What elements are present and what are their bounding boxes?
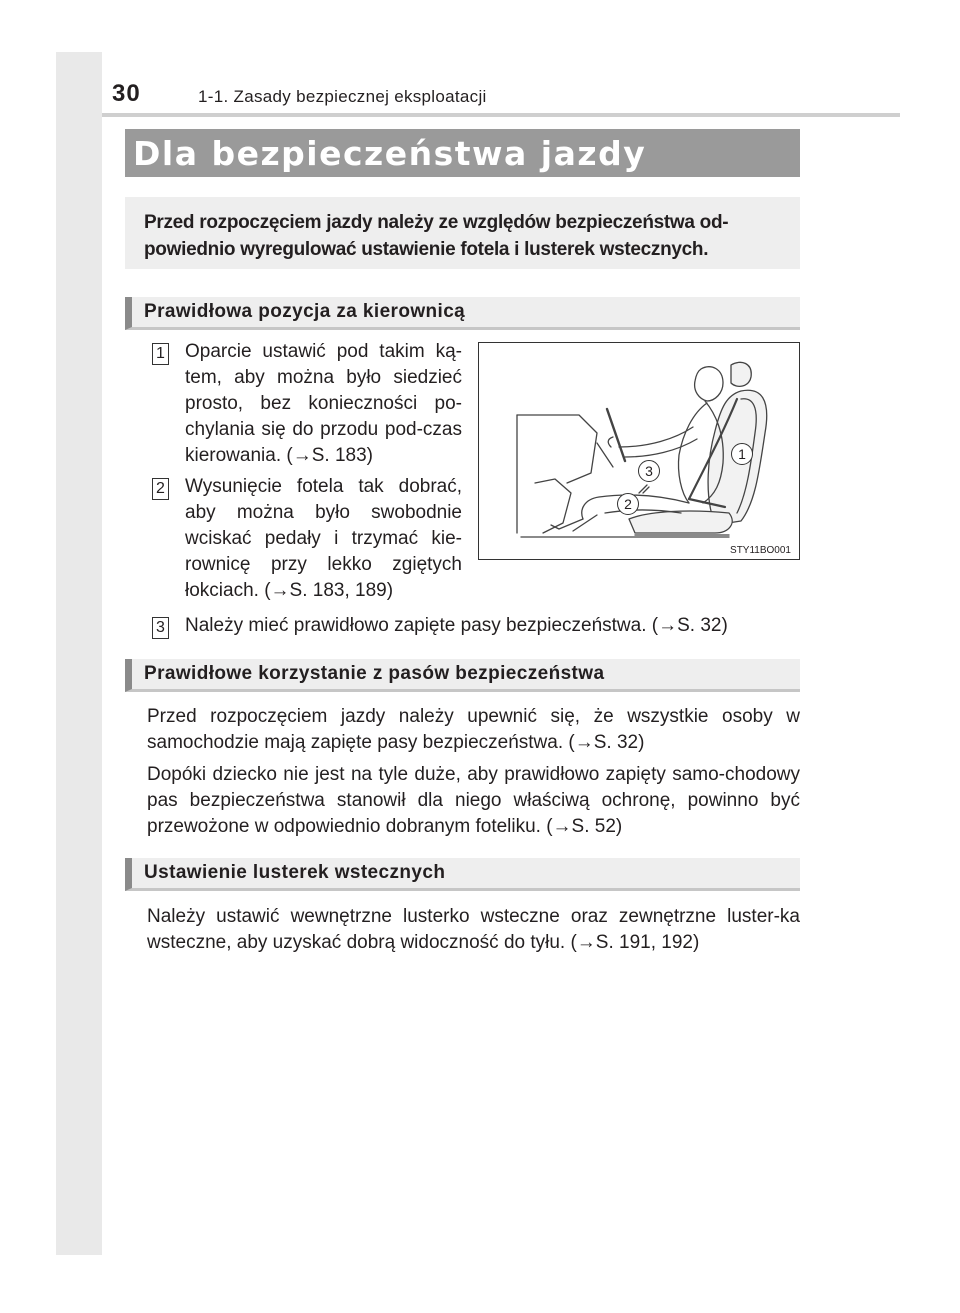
page-title-bar bbox=[125, 129, 800, 177]
side-tab-strip bbox=[56, 52, 102, 1255]
subheader-label: Ustawienie lusterek wstecznych bbox=[144, 862, 446, 883]
paragraph: Dopóki dziecko nie jest na tyle duże, aby prawidłowo zapięty samo-chodowy pas bezpieczeństwa stanowił dla niego właściwą ochronę, powinno być przewożone w odpowiednio dobranym foteliku. (→S. 52) bbox=[147, 764, 800, 837]
item-number-badge: 3 bbox=[152, 617, 169, 639]
figure-code: STY11BO001 bbox=[730, 545, 791, 556]
item-text-1: Oparcie ustawić pod takim ką-tem, aby można było siedzieć prosto, bez konieczności po-chylania się do przodu pod-czas kierowania. (→S. 183) bbox=[185, 341, 462, 466]
item-text-2: Wysunięcie fotela tak dobrać, aby można było swobodnie wciskać pedały i trzymać kie-rownicę przy lekko zgiętych łokciach. (→S. 183, 189) bbox=[185, 476, 462, 601]
item-text-3: Należy mieć prawidłowo zapięte pasy bezpieczeństwa. (→S. 32) bbox=[185, 615, 728, 636]
subheader-label: Prawidłowe korzystanie z pasów bezpieczeństwa bbox=[144, 663, 605, 684]
figure-callout-2: 2 bbox=[617, 493, 639, 515]
subheader-seatbelt-use bbox=[125, 659, 800, 692]
item-number-badge: 2 bbox=[152, 478, 169, 500]
intro-text: Przed rozpoczęciem jazdy należy ze względów bezpieczeństwa od-powiednio wyregulować ustawienie fotela i lusterek wstecznych. bbox=[144, 212, 729, 260]
subheader-label: Prawidłowa pozycja za kierownicą bbox=[144, 301, 466, 322]
paragraph: Należy ustawić wewnętrzne lusterko wsteczne oraz zewnętrzne luster-ka wsteczne, aby uzyskać dobrą widoczność do tyłu. (→S. 191, 192) bbox=[147, 906, 800, 953]
subheader-mirror-adjustment bbox=[125, 858, 800, 891]
running-header: 1-1. Zasady bezpiecznej eksploatacji bbox=[198, 87, 487, 106]
subheader-driving-position bbox=[125, 297, 800, 330]
figure-callout-1: 1 bbox=[731, 443, 753, 465]
header-rule bbox=[102, 113, 900, 117]
driving-position-illustration bbox=[478, 342, 800, 560]
item-number-badge: 1 bbox=[152, 343, 169, 365]
page-title: Dla bezpieczeństwa jazdy bbox=[133, 134, 647, 173]
page-number: 30 bbox=[112, 80, 141, 107]
figure-callout-3: 3 bbox=[638, 460, 660, 482]
paragraph: Przed rozpoczęciem jazdy należy upewnić się, że wszystkie osoby w samochodzie mają zapięte pasy bezpieczeństwa. (→S. 32) bbox=[147, 706, 800, 753]
intro-box bbox=[125, 197, 800, 269]
